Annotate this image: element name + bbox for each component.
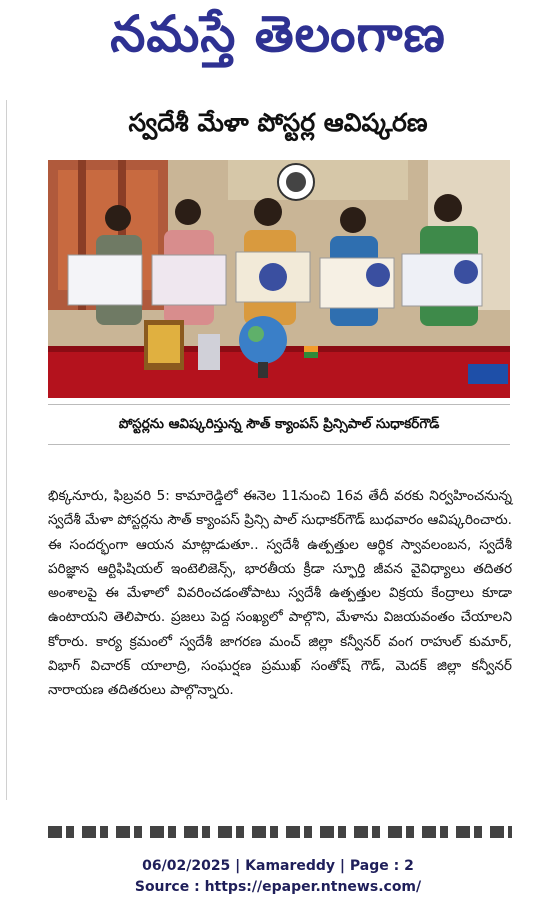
- footer-source-link[interactable]: Source : https://epaper.ntnews.com/: [134, 879, 422, 895]
- masthead-title: నమస్తే తెలంగాణ: [110, 4, 446, 63]
- photo-caption: పోస్టర్లను ఆవిష్కరిస్తున్న సౌత్ క్యాంపస్ ప్రిన్సిపాల్ సుధాకర్‌గౌడ్: [118, 415, 440, 432]
- newspaper-masthead: [0, 0, 556, 80]
- article-photo: [48, 160, 510, 398]
- page-footer: [0, 856, 556, 898]
- next-article-cut-headline: [48, 826, 512, 838]
- caption-bottom-rule: [48, 444, 510, 445]
- caption-top-rule: [48, 404, 510, 405]
- photo-illustration: [48, 160, 510, 398]
- article-headline: స్వదేశీ మేళా పోస్టర్ల ఆవిష్కరణ: [128, 108, 428, 137]
- footer-edition-info: 06/02/2025 | Kamareddy | Page : 2: [142, 858, 414, 874]
- article-body: భిక్కనూరు, ఫిబ్రవరి 5: కామారెడ్డిలో ఈనెల 11నుంచి 16వ తేదీ వరకు నిర్వహించనున్న స్వదేశీ మేళా పోస్టర్లను సౌత్ క్యాంపస్ ప్రిన్సి పాల్ సుధాకర్‌గౌడ్ బుధవారం ఆవిష్కరించారు. ఈ సందర్భంగా ఆయన మాట్లాడుతూ.. స్వదేశీ ఉత్పత్తుల ఆర్థిక స్వావలంబన, స్వదేశీ పరిజ్ఞాన ఆర్టిఫిషియల్ ఇంటెలిజెన్స్, భారతీయ క్రీడా స్ఫూర్తి జీవన వైవిధ్యాలు తదితర అంశాలపై ఈ మేళాలో వివరించడంతోపాటు స్వదేశీ ఉత్పత్తుల విక్రయ కేంద్రాలు కూడా ఉంటాయని తెలిపారు. ప్రజలు పెద్ద సంఖ్యలో పాల్గొని, మేళాను విజయవంతం చేయాలని కోరారు. కార్య క్రమంలో స్వదేశీ జాగరణ మంచ్ జిల్లా కన్వీనర్ వంగ రాహుల్ కుమార్, విభాగ్ విచారక్ యాలాద్రి, సంఘర్షణ ప్రముఖ్ సంతోష్ గౌడ్, మెదక్ జిల్లా కన్వీనర్ నారాయణ తదితరులు పాల్గొన్నారు.: [48, 488, 512, 699]
- column-divider: [0, 100, 7, 800]
